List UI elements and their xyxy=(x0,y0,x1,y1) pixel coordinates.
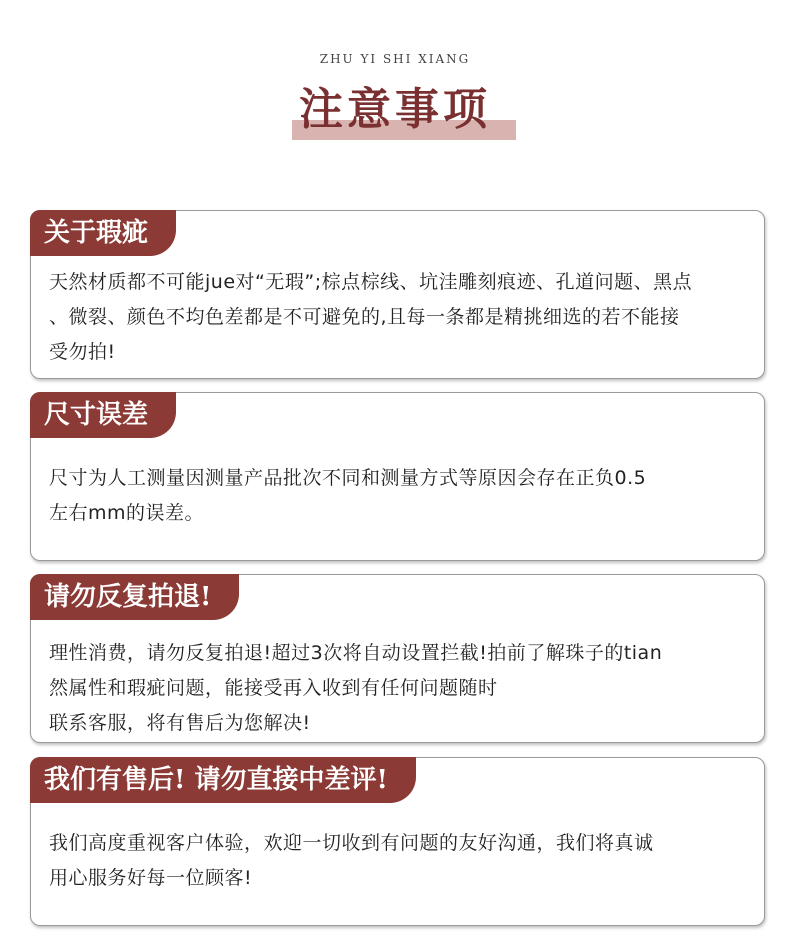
card-line: 尺寸为人工测量因测量产品批次不同和测量方式等原因会存在正负0.5 xyxy=(49,467,647,489)
notice-card-flaws xyxy=(30,210,765,379)
card-line: 理性消费，请勿反复拍退!超过3次将自动设置拦截!拍前了解珠子的tian xyxy=(49,642,663,664)
card-body xyxy=(49,826,750,896)
card-body xyxy=(49,265,750,370)
notice-card-after-sales xyxy=(30,757,765,926)
card-body xyxy=(49,461,750,531)
notice-card-no-returns xyxy=(30,574,765,743)
card-line: 用心服务好每一位顾客! xyxy=(49,867,253,889)
card-line: 、微裂、颜色不均色差都是不可避免的,且每一条都是精挑细选的若不能接 xyxy=(49,306,680,328)
card-line: 然属性和瑕疵问题，能接受再入收到有任何问题随时 xyxy=(49,677,498,699)
card-heading: 我们有售后! 请勿直接中差评! xyxy=(30,757,416,803)
card-heading: 尺寸误差 xyxy=(30,392,176,438)
title-block xyxy=(0,78,790,148)
notice-card-size-error xyxy=(30,392,765,561)
card-line: 受勿拍! xyxy=(49,341,116,363)
card-line: 天然材质都不可能jue对“无瑕”;棕点棕线、坑洼雕刻痕迹、孔道问题、黑点 xyxy=(49,271,693,293)
page-subtitle: ZHU YI SHI XIANG xyxy=(319,52,471,66)
card-body xyxy=(49,636,750,741)
card-heading: 请勿反复拍退! xyxy=(30,574,239,620)
card-line: 我们高度重视客户体验，欢迎一切收到有问题的友好沟通，我们将真诚 xyxy=(49,832,654,854)
page-title: 注意事项 xyxy=(299,84,491,135)
card-line: 左右mm的误差。 xyxy=(49,502,205,524)
card-heading: 关于瑕疵 xyxy=(30,210,176,256)
card-line: 联系客服，将有售后为您解决! xyxy=(49,712,311,734)
